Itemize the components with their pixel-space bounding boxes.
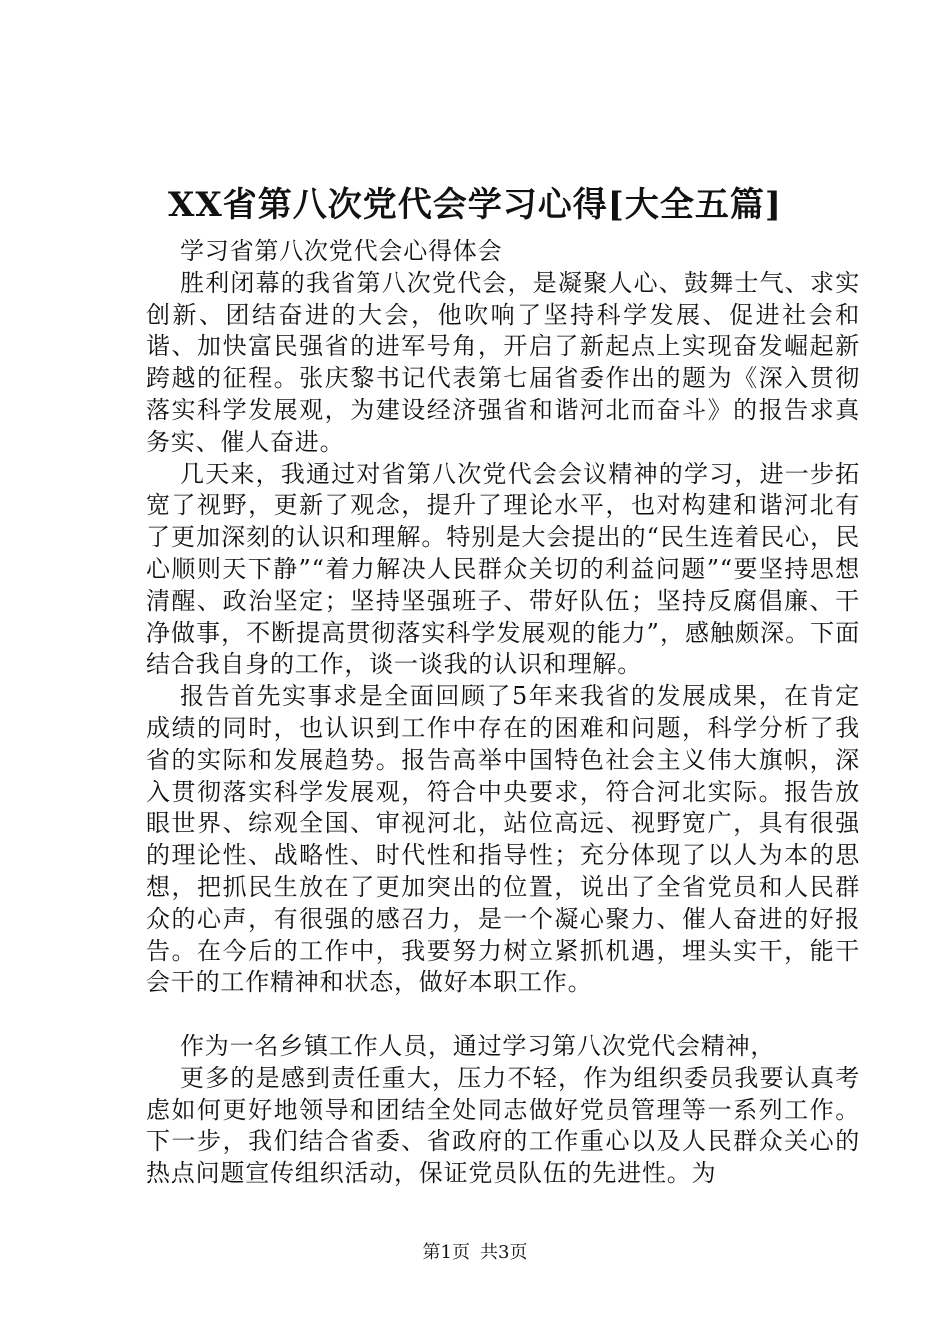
document-body [146, 236, 860, 1190]
document-title: XX省第八次党代会学习心得[大全五篇] [168, 185, 782, 225]
page-total: 共3页 [480, 1242, 528, 1263]
body-paragraph: 更多的是感到责任重大，压力不轻，作为组织委员我要认真考虑如何更好地领导和团结全处同志做好党员管理等一系列工作。下一步，我们结合省委、省政府的工作重心以及人民群众关心的热点问题宣传组织活动，保证党员队伍的先进性。为 [146, 1063, 860, 1188]
body-paragraph: 作为一名乡镇工作人员，通过学习第八次党代会精神， [180, 1031, 776, 1060]
body-paragraph: 胜利闭幕的我省第八次党代会，是凝聚人心、鼓舞士气、求实创新、团结奋进的大会，他吹响了坚持科学发展、促进社会和谐、加快富民强省的进军号角，开启了新起点上实现奋发崛起新跨越的征程。张庆黎书记代表第七届省委作出的题为《深入贯彻落实科学发展观，为建设经济强省和谐河北而奋斗》的报告求真务实、催人奋进。 [146, 268, 860, 456]
body-paragraph: 报告首先实事求是全面回顾了5年来我省的发展成果，在肯定成绩的同时，也认识到工作中存在的困难和问题，科学分析了我省的实际和发展趋势。报告高举中国特色社会主义伟大旗帜，深入贯彻落实科学发展观，符合中央要求，符合河北实际。报告放眼世界、综观全国、审视河北，站位高远、视野宽广，具有很强的理论性、战略性、时代性和指导性；充分体现了以人为本的思想，把抓民生放在了更加突出的位置，说出了全省党员和人民群众的心声，有很强的感召力，是一个凝心聚力、催人奋进的好报告。在今后的工作中，我要努力树立紧抓机遇，埋头实干，能干会干的工作精神和状态，做好本职工作。 [146, 682, 860, 997]
page-footer [0, 1241, 950, 1265]
subtitle-paragraph: 学习省第八次党代会心得体会 [180, 237, 503, 265]
page-number: 第1页 [422, 1242, 470, 1263]
body-paragraph: 几天来，我通过对省第八次党代会会议精神的学习，进一步拓宽了视野，更新了观念，提升了理论水平，也对构建和谐河北有了更加深刻的认识和理解。特别是大会提出的“民生连着民心，民心顺则天下静”“着力解决人民群众关切的利益问题”“要坚持思想清醒、政治坚定；坚持坚强班子、带好队伍；坚持反腐倡廉、干净做事，不断提高贯彻落实科学发展观的能力”，感触颇深。下面结合我自身的工作，谈一谈我的认识和理解。 [146, 459, 860, 679]
